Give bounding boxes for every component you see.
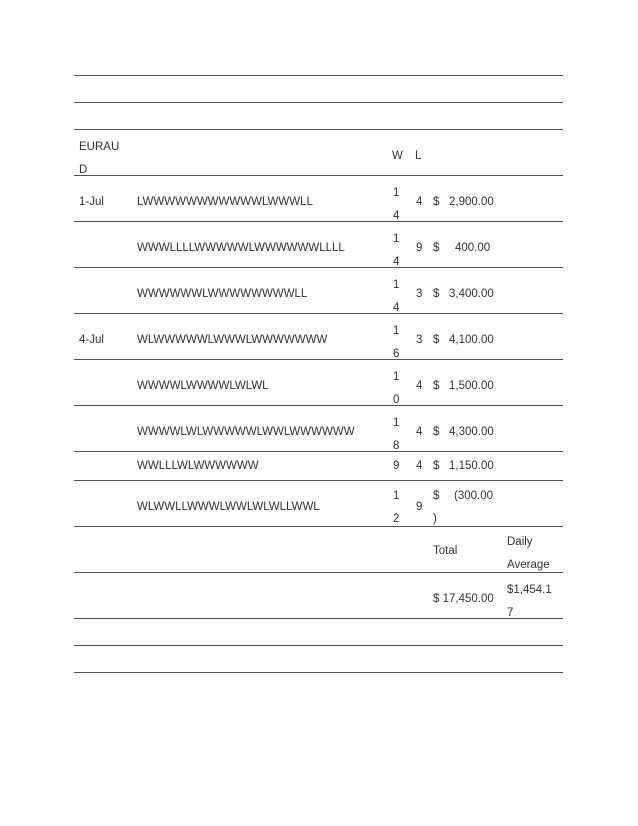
row-w: 1 6 [393, 325, 400, 360]
row-w: 1 4 [393, 187, 400, 222]
total-value: $ 17,450.00 [433, 593, 494, 605]
header-w: W [392, 150, 403, 162]
row-l: 9 [416, 242, 423, 254]
header-pair-top: EURAU [79, 141, 120, 153]
total-label: Total [433, 545, 458, 557]
row-sequence: WWWWLWLWWWWWLWWLWWWWWW [137, 426, 355, 438]
table-rule [74, 129, 563, 130]
row-l: 3 [416, 288, 423, 300]
daily-average-label: Daily Average [507, 536, 550, 571]
row-currency: $ [433, 460, 440, 472]
row-currency: $ [433, 196, 440, 208]
table-rule [74, 405, 563, 406]
row-l: 4 [416, 426, 423, 438]
row-amount: 1,150.00 [449, 460, 494, 472]
table-rule [74, 267, 563, 268]
row-sequence: WWWWWWLWWWWWWWWLL [137, 288, 308, 300]
row-sequence: WLWWLLWWWLWWLWLWLLWWL [137, 501, 320, 513]
table-rule [74, 451, 563, 452]
row-sequence: WLWWWWWLWWWLWWWWWWW [137, 334, 328, 346]
table-rule [74, 75, 563, 76]
daily-average-value: $1,454.1 7 [507, 584, 552, 619]
row-w: 1 0 [393, 371, 400, 406]
row-l: 4 [416, 380, 423, 392]
header-l: L [415, 150, 422, 162]
row-sequence: LWWWWWWWWWWWLWWWLL [137, 196, 313, 208]
row-sequence: WWWLLLLWWWWWLWWWWWWLLLL [137, 242, 345, 254]
row-amount: 400.00 [455, 242, 491, 254]
row-w: 1 8 [393, 417, 400, 452]
row-l: 4 [416, 196, 423, 208]
row-amount: 2,900.00 [449, 196, 494, 208]
row-l: 3 [416, 334, 423, 346]
header-pair [79, 136, 119, 182]
row-amount: (300.00 ) [433, 490, 494, 525]
table-rule [74, 572, 563, 573]
row-sequence: WWWWLWWWWLWLWL [137, 380, 269, 392]
table-rule [74, 359, 563, 360]
table-rule [74, 480, 563, 481]
row-w: 1 4 [393, 279, 400, 314]
table-rule [74, 221, 563, 222]
row-amount: 1,500.00 [449, 380, 494, 392]
row-w: 1 4 [393, 233, 400, 268]
row-currency: $ [433, 490, 440, 502]
row-currency: $ [433, 242, 440, 254]
row-w: 1 2 [393, 490, 400, 525]
row-w: 9 [393, 460, 400, 472]
row-l: 9 [416, 501, 423, 513]
table-rule [74, 175, 563, 176]
row-amount: 4,100.00 [449, 334, 494, 346]
table-rule [74, 313, 563, 314]
row-amount: 3,400.00 [449, 288, 494, 300]
table-rule [74, 102, 563, 103]
row-date: 1-Jul [79, 196, 104, 208]
row-amount: 4,300.00 [449, 426, 494, 438]
row-currency: $ [433, 288, 440, 300]
table-rule [74, 672, 563, 673]
table-rule [74, 618, 563, 619]
row-currency: $ [433, 380, 440, 392]
table-rule [74, 645, 563, 646]
header-pair-bottom: D [79, 164, 88, 176]
row-currency: $ [433, 426, 440, 438]
row-sequence: WWLLLWLWWWWWW [137, 460, 259, 472]
row-date: 4-Jul [79, 334, 104, 346]
row-currency: $ [433, 334, 440, 346]
row-l: 4 [416, 460, 423, 472]
